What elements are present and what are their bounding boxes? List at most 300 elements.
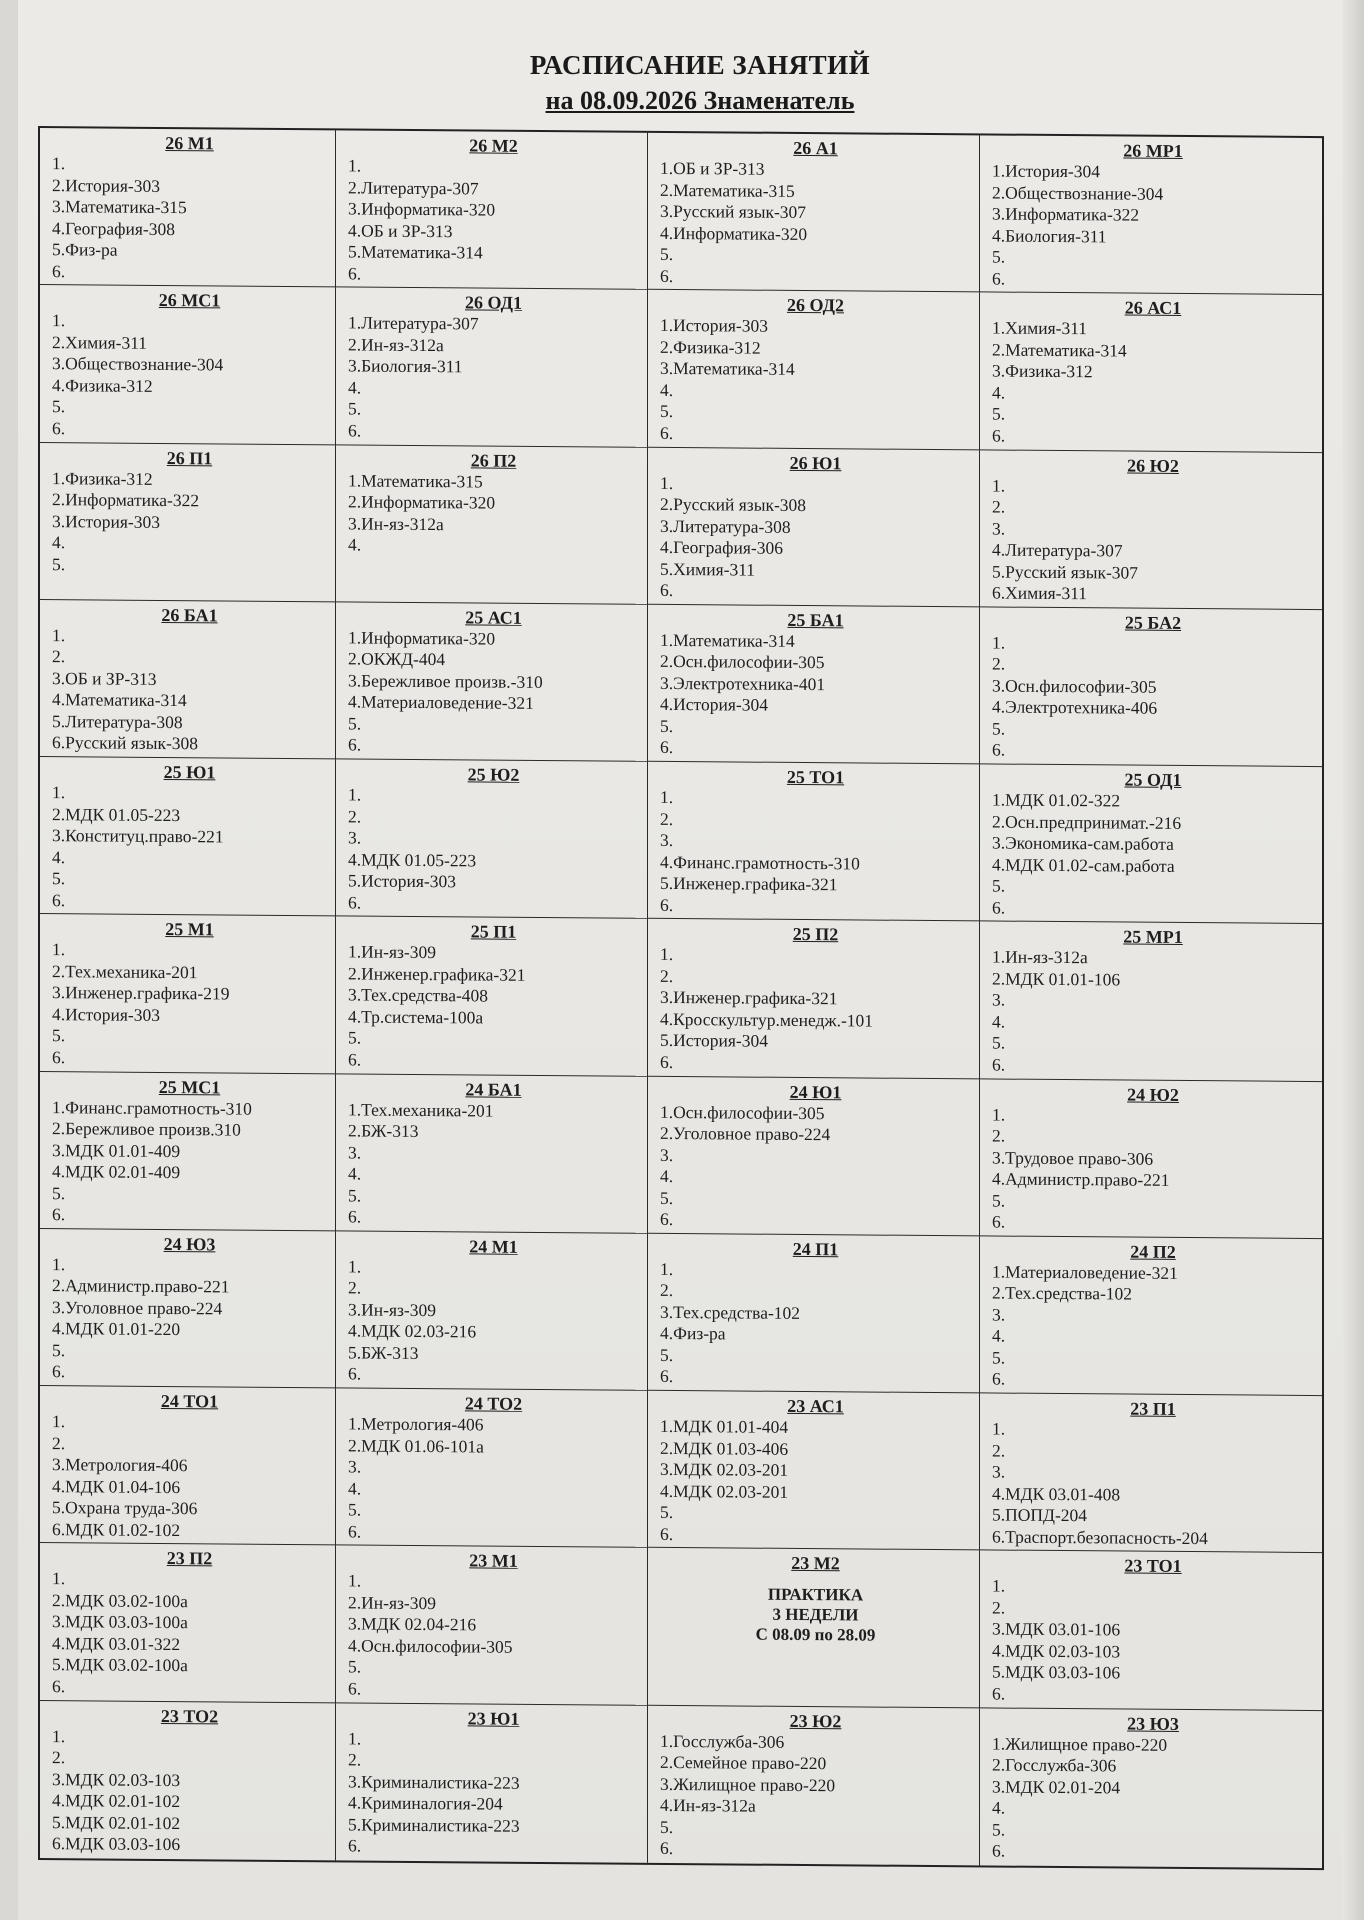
group-name: 23 ТО1 <box>1124 1555 1182 1577</box>
lesson-line: 4. <box>348 1163 362 1184</box>
lesson-line: 5.МДК 03.03-106 <box>992 1661 1121 1683</box>
lesson-line: 4.МДК 02.01-409 <box>52 1161 181 1183</box>
lesson-line: 5. <box>992 718 1006 739</box>
lesson-line: 2.ОКЖД-404 <box>348 648 446 670</box>
lesson-line: 6. <box>660 894 674 915</box>
group-name: 24 П2 <box>1130 1241 1176 1262</box>
lesson-line: 4. <box>348 534 362 555</box>
lesson-line: 2.Госслужба-306 <box>992 1754 1117 1776</box>
group-cell <box>648 605 980 765</box>
lesson-line: 1. <box>660 944 674 965</box>
lesson-line: 5. <box>992 1032 1006 1053</box>
lesson-line: 5.Инженер.графика-321 <box>660 872 838 895</box>
lesson-line: 4.МДК 01.01-220 <box>52 1318 181 1340</box>
lesson-line: 4.ОБ и ЗР-313 <box>348 219 453 241</box>
lesson-line: 1. <box>348 155 362 176</box>
group-cell <box>648 762 980 922</box>
group-name: 25 БА1 <box>787 609 844 631</box>
group-cell <box>980 1236 1322 1396</box>
lesson-line: 4. <box>348 377 362 398</box>
lesson-line: 4.МДК 01.02-сам.работа <box>992 854 1175 876</box>
lesson-line: 3.Тех.средства-408 <box>348 984 489 1006</box>
group-cell <box>980 1079 1322 1239</box>
group-cell <box>336 1389 648 1549</box>
lesson-line: 5.МДК 02.01-102 <box>52 1811 181 1833</box>
group-cell <box>336 288 648 448</box>
group-cell <box>336 1546 648 1706</box>
lesson-line: 2. <box>52 1747 66 1768</box>
lesson-line: 1.Жилищное право-220 <box>992 1733 1168 1755</box>
lesson-line: 5.Физ-ра <box>52 239 118 260</box>
group-cell <box>980 922 1322 1082</box>
lesson-line: 2.МДК 01.03-406 <box>660 1437 789 1459</box>
group-name: 26 П1 <box>166 447 213 468</box>
lesson-line: 2.Русский язык-308 <box>660 493 807 516</box>
lesson-line: 5. <box>348 1499 362 1520</box>
lesson-line: 2.Инженер.графика-321 <box>348 963 526 985</box>
lesson-line: 6. <box>660 1366 674 1387</box>
lesson-line: 6.МДК 01.02-102 <box>52 1518 181 1540</box>
lesson-line: 4.Физ-ра <box>660 1323 726 1344</box>
lesson-line: 2.Ин-яз-312а <box>348 334 444 355</box>
group-cell <box>40 1543 336 1703</box>
group-cell <box>40 1229 336 1389</box>
lesson-line: 5. <box>660 1187 674 1208</box>
group-cell <box>40 757 336 917</box>
lesson-line: 2. <box>992 1440 1006 1461</box>
lesson-line: 3. <box>992 1304 1006 1325</box>
lesson-line: 6. <box>52 1676 66 1697</box>
lesson-line: 6.Русский язык-308 <box>52 732 199 754</box>
lesson-line: 5. <box>992 1190 1006 1211</box>
lesson-line: 1. <box>992 1575 1006 1597</box>
lesson-line: 3.Электротехника-401 <box>660 672 826 694</box>
lesson-line: 4.МДК 03.01-322 <box>52 1633 181 1655</box>
group-name: 26 Ю2 <box>1127 455 1179 476</box>
lesson-line: 1.МДК 01.01-404 <box>660 1416 789 1438</box>
group-cell <box>980 450 1322 610</box>
lesson-line: 1.История-303 <box>660 315 768 336</box>
lesson-line: 5.Литература-308 <box>52 710 183 732</box>
lesson-line: 2.Ин-яз-309 <box>348 1592 436 1614</box>
lesson-line: 3. <box>348 827 362 848</box>
lesson-line: 1. <box>348 1256 362 1277</box>
lesson-line: 1.Литература-307 <box>348 312 479 334</box>
group-name: 25 МР1 <box>1123 926 1183 948</box>
lesson-line: 3.Ин-яз-312а <box>348 512 444 534</box>
lesson-line: 6. <box>348 262 362 284</box>
group-cell <box>648 133 980 293</box>
lesson-line: 1. <box>660 1258 674 1279</box>
lesson-line: 2.История-303 <box>52 174 160 196</box>
lesson-line: 3.МДК 02.01-204 <box>992 1776 1121 1798</box>
lesson-line: 5. <box>660 401 674 422</box>
lesson-line: 4.История-304 <box>660 694 768 716</box>
lesson-line: 1.Ин-яз-309 <box>348 941 436 963</box>
lesson-line: 1. <box>348 1570 362 1591</box>
lesson-line: 1.Финанс.грамотность-310 <box>52 1096 252 1119</box>
group-name: 23 П2 <box>166 1548 213 1569</box>
lesson-line: 2.Химия-311 <box>52 331 148 353</box>
lesson-line: 4. <box>992 1011 1006 1032</box>
lesson-line: 4. <box>660 1166 674 1187</box>
lesson-line: 2. <box>992 1125 1006 1146</box>
lesson-line: 6. <box>348 1206 362 1227</box>
lesson-line: 1. <box>52 1411 66 1432</box>
lesson-line: 4.Математика-314 <box>52 689 187 711</box>
lesson-line: 3. <box>660 829 674 851</box>
group-cell <box>40 128 336 288</box>
lesson-line: 1. <box>52 624 66 646</box>
group-name: 23 П1 <box>1130 1398 1176 1420</box>
lesson-line: 6. <box>660 579 674 601</box>
lesson-line: 1.Химия-311 <box>992 317 1088 339</box>
lesson-line: 1.Тех.механика-201 <box>348 1099 494 1121</box>
lesson-line: 6. <box>52 260 66 281</box>
lesson-line: 4.Биология-311 <box>992 224 1107 246</box>
lesson-line: 6. <box>660 1523 674 1544</box>
lesson-line: 3.Трудовое право-306 <box>992 1147 1154 1169</box>
lesson-line: 5.Охрана труда-306 <box>52 1497 198 1519</box>
lesson-line: 5. <box>348 1185 362 1206</box>
lesson-line: 3.МДК 03.01-106 <box>992 1618 1121 1640</box>
lesson-line: 4. <box>992 1325 1006 1347</box>
lesson-line: 1.Информатика-320 <box>348 627 496 649</box>
lesson-line: 5. <box>348 398 362 419</box>
group-name: 23 Ю1 <box>467 1708 520 1729</box>
group-cell <box>648 447 980 607</box>
group-cell <box>336 445 648 605</box>
lesson-line: 2.Обществознание-304 <box>992 181 1164 204</box>
lesson-line: 3.Биология-311 <box>348 355 463 377</box>
lesson-line: 3.Инженер.графика-321 <box>660 987 838 1009</box>
lesson-line: 2.Информатика-322 <box>52 489 200 511</box>
group-cell <box>980 1708 1322 1868</box>
lesson-line: 1.Математика-314 <box>660 629 795 651</box>
lesson-line: 2.МДК 03.02-100а <box>52 1590 188 1612</box>
lesson-line: 5. <box>660 1344 674 1365</box>
group-cell <box>980 1551 1322 1711</box>
lesson-line: 4.Финанс.грамотность-310 <box>660 851 860 874</box>
lesson-line: 1. <box>52 1725 66 1746</box>
lesson-line: 4.Тр.система-100а <box>348 1006 484 1028</box>
lesson-line: 1.Материаловедение-321 <box>992 1261 1178 1283</box>
lesson-line: 1.Математика-315 <box>348 469 483 492</box>
lesson-line: 3.Информатика-322 <box>992 203 1140 225</box>
lesson-line: 6.Химия-311 <box>992 582 1088 604</box>
practice-note-line: 3 НЕДЕЛИ <box>772 1605 859 1625</box>
group-name: 23 АС1 <box>787 1396 844 1417</box>
group-name: 23 М2 <box>791 1553 840 1574</box>
group-name: 26 П2 <box>470 449 517 471</box>
group-name: 24 ТО2 <box>464 1393 523 1414</box>
lesson-line: 2.Семейное право-220 <box>660 1752 827 1774</box>
lesson-line: 4.Литература-307 <box>992 539 1123 561</box>
lesson-line: 6. <box>992 739 1006 760</box>
lesson-line: 1. <box>992 475 1006 496</box>
group-cell <box>40 914 336 1074</box>
lesson-line: 4.МДК 02.03-216 <box>348 1320 477 1342</box>
lesson-line: 5. <box>660 1816 674 1837</box>
lesson-line: 2.Администр.право-221 <box>52 1275 230 1297</box>
lesson-line: 3.Математика-314 <box>660 358 795 380</box>
lesson-line: 4.МДК 02.03-201 <box>660 1480 789 1502</box>
lesson-line: 6. <box>52 889 66 910</box>
lesson-line: 2. <box>660 808 674 829</box>
lesson-line: 5. <box>992 246 1006 267</box>
group-name: 25 М1 <box>165 919 214 940</box>
group-cell <box>648 1391 980 1551</box>
lesson-line: 1. <box>52 1568 66 1589</box>
lesson-line: 4.География-306 <box>660 536 783 558</box>
lesson-line: 6. <box>348 1521 362 1542</box>
lesson-line: 4.География-308 <box>52 217 175 239</box>
lesson-line: 2. <box>52 646 66 667</box>
lesson-line: 2.Уголовное право-224 <box>660 1123 831 1145</box>
lesson-line: 3.Экономика-сам.работа <box>992 832 1174 854</box>
group-cell <box>980 607 1322 767</box>
group-name: 26 М2 <box>469 135 518 156</box>
group-cell <box>980 1394 1322 1554</box>
lesson-line: 4.Ин-яз-312а <box>660 1795 756 1816</box>
lesson-line: 2.Информатика-320 <box>348 491 496 513</box>
practice-note <box>660 1584 971 1646</box>
lesson-line: 1. <box>52 1254 66 1275</box>
lesson-line: 2.Математика-315 <box>660 179 795 201</box>
lesson-line: 1.Осн.философии-305 <box>660 1101 825 1123</box>
group-name: 25 ТО1 <box>786 766 845 788</box>
lesson-line: 3. <box>992 989 1006 1010</box>
lesson-line: 5. <box>52 396 66 417</box>
lesson-line: 3.МДК 02.04-216 <box>348 1613 477 1635</box>
lesson-line: 3. <box>660 1144 674 1165</box>
lesson-line: 3.Литература-308 <box>660 515 791 537</box>
group-cell <box>648 290 980 450</box>
lesson-line: 4. <box>992 382 1006 403</box>
lesson-line: 5. <box>52 553 66 574</box>
group-name: 24 БА1 <box>465 1078 522 1100</box>
practice-note-line: С 08.09 по 28.09 <box>755 1625 876 1646</box>
lesson-line: 3.История-303 <box>52 510 160 532</box>
lesson-line: 6. <box>348 1835 362 1856</box>
lesson-line: 5.История-303 <box>348 870 456 892</box>
group-cell <box>648 919 980 1079</box>
lesson-line: 6. <box>992 1368 1006 1390</box>
lesson-line: 6. <box>660 422 674 443</box>
group-name: 24 Ю3 <box>163 1233 216 1255</box>
lesson-line: 5.Криминалистика-223 <box>348 1814 520 1836</box>
lesson-line: 4. <box>348 1478 362 1499</box>
lesson-line: 3.Метрология-406 <box>52 1454 188 1476</box>
lesson-line: 5. <box>660 243 674 264</box>
lesson-line: 3.Информатика-320 <box>348 198 496 220</box>
lesson-line: 6. <box>348 1678 362 1699</box>
lesson-line: 1. <box>660 472 674 493</box>
lesson-line: 2. <box>52 1432 66 1453</box>
group-cell <box>336 602 648 762</box>
lesson-line: 6. <box>52 417 66 438</box>
group-name: 26 Ю1 <box>789 452 842 473</box>
group-cell <box>336 1231 648 1391</box>
schedule-table <box>38 126 1324 1870</box>
lesson-line: 3.Тех.средства-102 <box>660 1301 801 1323</box>
lesson-line: 2. <box>992 1597 1006 1618</box>
lesson-line: 5. <box>660 1502 674 1523</box>
lesson-line: 3.Инженер.графика-219 <box>52 982 230 1004</box>
group-cell <box>40 1701 336 1861</box>
lesson-line: 5. <box>52 1182 66 1203</box>
lesson-line: 4.Физика-312 <box>52 374 153 396</box>
lesson-line: 5. <box>52 868 66 889</box>
lesson-line: 6.МДК 03.03-106 <box>52 1833 181 1855</box>
lesson-line: 2.Осн.философии-305 <box>660 651 825 673</box>
group-name: 26 ОД1 <box>465 292 522 314</box>
lesson-line: 3.Ин-яз-309 <box>348 1299 436 1321</box>
lesson-line: 3.Русский язык-307 <box>660 200 807 223</box>
lesson-line: 3.Осн.философии-305 <box>992 675 1157 697</box>
group-name: 25 МС1 <box>158 1076 221 1098</box>
lesson-line: 5. <box>992 875 1006 896</box>
lesson-line: 1. <box>52 310 66 331</box>
group-cell <box>980 764 1322 924</box>
lesson-line: 3.Криминалистика-223 <box>348 1771 520 1793</box>
group-cell <box>980 293 1322 453</box>
lesson-line: 1.МДК 01.02-322 <box>992 789 1121 811</box>
lesson-line: 6.Траспорт.безопасность-204 <box>992 1526 1208 1548</box>
lesson-line: 4.МДК 03.01-408 <box>992 1483 1121 1505</box>
lesson-line: 2.Тех.средства-102 <box>992 1282 1133 1304</box>
lesson-line: 6. <box>992 1054 1006 1075</box>
lesson-line: 6. <box>660 1838 674 1859</box>
lesson-line: 6. <box>992 1840 1006 1861</box>
lesson-line: 5. <box>660 715 674 736</box>
lesson-line: 5.История-304 <box>660 1030 768 1052</box>
lesson-line: 1.Ин-яз-312а <box>992 946 1088 968</box>
lesson-line: 3.Обществознание-304 <box>52 353 224 375</box>
group-cell <box>336 917 648 1077</box>
group-name: 24 Ю1 <box>789 1081 842 1102</box>
lesson-line: 5. <box>992 1819 1006 1840</box>
lesson-line: 1.Госслужба-306 <box>660 1730 785 1752</box>
group-cell <box>648 1548 980 1708</box>
lesson-line: 2.Физика-312 <box>660 336 761 358</box>
lesson-line: 6. <box>660 1051 674 1072</box>
lesson-line: 6. <box>348 1049 362 1070</box>
lesson-line: 4.Криминалогия-204 <box>348 1792 503 1814</box>
lesson-line: 4.МДК 02.01-102 <box>52 1790 181 1812</box>
lesson-line: 1. <box>992 632 1006 653</box>
lesson-line: 3.МДК 01.01-409 <box>52 1139 181 1161</box>
lesson-line: 4.Электротехника-406 <box>992 696 1158 719</box>
page-subtitle-text: на 08.09.2026 Знаменатель <box>545 86 855 115</box>
lesson-line: 2.Осн.предпринимат.-216 <box>992 811 1182 833</box>
lesson-line: 2. <box>348 806 362 827</box>
lesson-line: 3.МДК 03.03-100а <box>52 1611 188 1633</box>
lesson-line: 1. <box>348 784 362 805</box>
lesson-line: 5. <box>348 1027 362 1048</box>
group-name: 23 М1 <box>469 1550 518 1572</box>
paper-edge <box>1342 0 1364 1920</box>
page-title: РАСПИСАНИЕ ЗАНЯТИЙ <box>529 50 871 80</box>
lesson-line: 6. <box>660 1209 674 1230</box>
group-name: 23 Ю2 <box>789 1710 842 1732</box>
lesson-line: 2. <box>348 1277 362 1298</box>
lesson-line: 1. <box>992 1418 1006 1439</box>
lesson-line: 5. <box>992 403 1006 424</box>
group-name: 26 БА1 <box>161 604 218 626</box>
lesson-line: 2.Тех.механика-201 <box>52 960 198 983</box>
lesson-line: 4.Осн.философии-305 <box>348 1635 513 1657</box>
group-cell <box>40 1072 336 1232</box>
lesson-line: 5. <box>52 1340 66 1361</box>
group-cell <box>336 759 648 919</box>
practice-note-line: ПРАКТИКА <box>767 1585 864 1605</box>
group-name: 25 П2 <box>792 924 839 945</box>
lesson-line: 5. <box>348 1656 362 1677</box>
lesson-line: 6. <box>348 420 362 441</box>
lesson-line: 3. <box>348 1142 362 1163</box>
lesson-line: 4. <box>660 379 674 400</box>
lesson-line: 1. <box>52 782 66 803</box>
lesson-line: 1.Метрология-406 <box>348 1413 484 1435</box>
lesson-line: 1. <box>660 786 674 808</box>
lesson-line: 3. <box>992 518 1006 539</box>
lesson-line: 2.МДК 01.06-101а <box>348 1435 484 1457</box>
lesson-line: 2. <box>660 1280 674 1301</box>
group-name: 23 ТО2 <box>160 1705 219 1727</box>
group-name: 25 П1 <box>470 921 517 943</box>
lesson-line: 4.Информатика-320 <box>660 222 808 244</box>
lesson-line: 6. <box>52 1046 66 1068</box>
lesson-line: 2. <box>660 965 674 986</box>
lesson-line: 1. <box>52 153 66 174</box>
group-cell <box>40 600 336 760</box>
lesson-line: 1. <box>992 1104 1006 1125</box>
lesson-line: 6. <box>992 897 1006 918</box>
lesson-line: 3.МДК 02.03-103 <box>52 1768 181 1790</box>
lesson-line: 3. <box>992 1461 1006 1482</box>
lesson-line: 5. <box>52 1025 66 1046</box>
group-cell <box>336 130 648 290</box>
lesson-line: 6. <box>348 734 362 755</box>
lesson-line: 3.Бережливое произв.-310 <box>348 670 543 692</box>
lesson-line: 4.МДК 01.05-223 <box>348 849 477 871</box>
lesson-line: 6. <box>348 892 362 913</box>
group-name: 25 ОД1 <box>1124 769 1182 791</box>
lesson-line: 4.История-303 <box>52 1003 160 1025</box>
group-name: 23 Ю3 <box>1127 1713 1179 1734</box>
lesson-line: 5.ПОПД-204 <box>992 1504 1088 1526</box>
group-name: 24 П1 <box>792 1238 839 1260</box>
lesson-line: 3.ОБ и ЗР-313 <box>52 667 157 689</box>
group-name: 26 А1 <box>793 137 838 159</box>
group-name: 24 ТО1 <box>160 1391 219 1412</box>
group-name: 25 АС1 <box>465 607 522 628</box>
group-cell <box>648 1234 980 1394</box>
lesson-line: 6. <box>52 1204 66 1225</box>
lesson-line: 3.Математика-315 <box>52 196 187 218</box>
group-name: 25 Ю2 <box>467 764 520 785</box>
page-subtitle <box>0 86 1364 116</box>
lesson-line: 5.Русский язык-307 <box>992 561 1139 583</box>
lesson-line: 2.МДК 01.01-106 <box>992 968 1121 990</box>
lesson-line: 2.МДК 01.05-223 <box>52 803 181 825</box>
lesson-line: 5.Химия-311 <box>660 558 756 580</box>
lesson-line: 2.Бережливое произв.310 <box>52 1118 241 1140</box>
lesson-line: 5.МДК 03.02-100а <box>52 1654 188 1676</box>
lesson-line: 5. <box>348 713 362 734</box>
group-cell <box>648 1706 980 1866</box>
